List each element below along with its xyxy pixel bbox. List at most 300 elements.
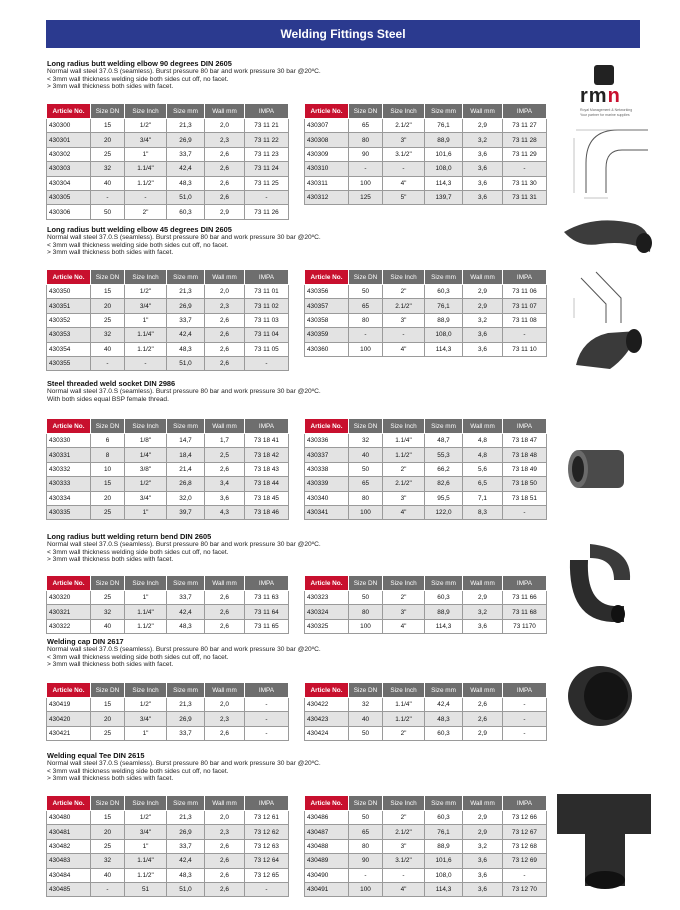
logo-tagline-1: Royal Management & Networking [580,108,633,112]
elbow-45-photo-icon [568,325,648,375]
table-cell: 73 12 62 [245,825,289,839]
table-cell: 430482 [47,839,91,853]
section-description: Normal wall steel 37.0.S (seamless). Burst pressure 80 bar and work pressure 30 bar @20ºC. < 3mm wall thickness welding side both sides cut off, no facet. > 3mm wall thickness both sides with facet. [47,234,321,257]
section-title: Welding equal Tee DIN 2615 [47,751,145,760]
table-cell: 1.1/2" [125,619,167,633]
table-row [305,133,547,147]
table-cell: 1.1/2" [383,712,425,726]
table-cell: 18,4 [167,448,205,462]
table-cell: 73 11 63 [245,591,289,605]
table-cell: 3,2 [463,605,503,619]
column-header: Size DN [349,576,383,591]
table-cell: 3/4" [125,825,167,839]
column-header: Size DN [91,270,125,285]
table-cell: 60,3 [167,205,205,219]
table-cell: 2,6 [205,356,245,370]
table-cell: 15 [91,285,125,299]
table-cell: 33,7 [167,313,205,327]
table-cell: - [503,712,547,726]
table-row [47,825,289,839]
table-cell: 73 11 23 [245,147,289,161]
table-cell: 48,3 [167,619,205,633]
equal-tee-photo-icon [555,770,655,890]
table-cell: 2,6 [205,162,245,176]
column-header: Size Inch [125,270,167,285]
column-header: IMPA [245,419,289,434]
table-cell: 73 12 64 [245,854,289,868]
table-cell: 2" [125,205,167,219]
table-cell: 2,3 [205,133,245,147]
column-header: Size Inch [125,683,167,698]
table-cell: 430490 [305,868,349,882]
table-cell: 73 11 64 [245,605,289,619]
table-weld-socket-right [304,418,547,520]
table-return-bend-left [46,575,289,634]
table-row [47,313,289,327]
table-cell: 2,9 [463,726,503,740]
table-cell: 51,0 [167,190,205,204]
table-cell: 2,6 [205,313,245,327]
section-description: Normal wall steel 37.0.S (seamless). Burst pressure 80 bar and work pressure 30 bar @20ºC. < 3mm wall thickness welding side both sides cut off, no facet. > 3mm wall thickness both sides with facet. [47,646,321,669]
table-cell: 430312 [305,190,349,204]
table-cell: 3/4" [125,133,167,147]
table-cell: 32 [91,854,125,868]
table-cell: 2.1/2" [383,825,425,839]
table-cell: 73 18 46 [245,505,289,519]
table-cell: 55,3 [425,448,463,462]
table-cell: 40 [91,619,125,633]
table-cell: 108,0 [425,162,463,176]
table-cell: 32 [349,434,383,448]
table-cell: 88,9 [425,133,463,147]
table-cell: 114,3 [425,342,463,356]
table-row [305,868,547,882]
table-cell: 33,7 [167,726,205,740]
table-row [305,491,547,505]
section-elbow-45 [47,226,557,257]
column-header: Size DN [349,270,383,285]
column-header: Article No. [305,419,349,434]
table-cell: 73 11 65 [245,619,289,633]
table-cell: 32 [91,605,125,619]
table-cell: 15 [91,119,125,133]
table-cell: 430357 [305,299,349,313]
table-cell: 430491 [305,882,349,896]
table-cell: 1.1/2" [125,176,167,190]
table-cell: 15 [91,698,125,712]
table-cell: 139,7 [425,190,463,204]
column-header: Size mm [425,683,463,698]
column-header: Size DN [349,419,383,434]
table-cell: 15 [91,477,125,491]
table-cell: 60,3 [425,285,463,299]
table-cell: 73 18 49 [503,462,547,476]
table-cell: 5,6 [463,462,503,476]
table-cell: 26,9 [167,299,205,313]
table-cell: 21,3 [167,698,205,712]
column-header: Size Inch [383,796,425,811]
table-cell: 73 1170 [503,619,547,633]
table-cell: 60,3 [425,726,463,740]
table-cell: 50 [349,591,383,605]
table-elbow-90-right [304,103,547,205]
table-cell: 73 18 42 [245,448,289,462]
table-cell: 1.1/4" [383,434,425,448]
table-cell: - [349,868,383,882]
table-cell: 3,6 [463,328,503,342]
table-row [305,811,547,825]
table-cell: 26,9 [167,133,205,147]
table-cell: 430320 [47,591,91,605]
column-header: IMPA [245,270,289,285]
table-cell: 73 11 30 [503,176,547,190]
column-header: Article No. [305,683,349,698]
table-cell: 1" [125,726,167,740]
table-row [305,477,547,491]
table-cell: 8 [91,448,125,462]
table-cell: 2,6 [205,147,245,161]
table-cell: 1/2" [125,119,167,133]
table-row [305,505,547,519]
table-cell: 26,9 [167,712,205,726]
table-cell: 430351 [47,299,91,313]
table-row [305,448,547,462]
table-cell: 73 11 21 [245,119,289,133]
section-description: Normal wall steel 37.0.S (seamless). Burst pressure 80 bar and work pressure 30 bar @20ºC. With both sides equal BSP female thread. [47,388,321,403]
table-row [305,605,547,619]
table-cell: 430338 [305,462,349,476]
table-row [305,591,547,605]
column-header: IMPA [245,796,289,811]
table-cell: 2,0 [205,698,245,712]
table-cell: 1" [125,313,167,327]
table-cell: 3/4" [125,491,167,505]
table-row [305,162,547,176]
table-cell: 2,6 [205,462,245,476]
column-header: Size mm [425,419,463,434]
table-cell: 2,9 [463,285,503,299]
table-cell: 48,7 [425,434,463,448]
table-cell: 80 [349,313,383,327]
table-cell: 33,7 [167,839,205,853]
table-row [305,119,547,133]
table-cell: 73 12 68 [503,839,547,853]
table-cell: 60,3 [425,591,463,605]
table-cell: 430340 [305,491,349,505]
column-header: Size DN [91,796,125,811]
column-header: Size Inch [383,419,425,434]
table-cell: 430483 [47,854,91,868]
table-equal-tee-left [46,795,289,897]
table-cell: 42,4 [167,605,205,619]
table-welding-cap-right [304,682,547,741]
table-elbow-45-left [46,269,289,371]
table-cell: 33,7 [167,591,205,605]
column-header: IMPA [503,576,547,591]
table-row [305,854,547,868]
column-header: Wall mm [205,683,245,698]
table-cell: 101,6 [425,854,463,868]
table-cell: 50 [349,726,383,740]
table-row [47,162,289,176]
table-cell: - [91,190,125,204]
column-header: Size DN [91,419,125,434]
table-row [305,176,547,190]
table-cell: 430336 [305,434,349,448]
table-cell: 73 11 01 [245,285,289,299]
table-cell: 2,6 [463,698,503,712]
table-cell: 32 [91,162,125,176]
table-cell: 39,7 [167,505,205,519]
table-cell: 20 [91,825,125,839]
table-cell: 73 11 68 [503,605,547,619]
rmn-logo [580,65,660,118]
section-title: Welding cap DIN 2617 [47,637,124,646]
column-header: Size mm [425,104,463,119]
table-cell: 3,6 [205,491,245,505]
table-cell: 42,4 [167,854,205,868]
table-cell: 430322 [47,619,91,633]
column-header: IMPA [503,104,547,119]
table-cell: 430303 [47,162,91,176]
table-row [47,119,289,133]
table-cell: 1/8" [125,434,167,448]
column-header: Size DN [349,796,383,811]
table-cell: 430334 [47,491,91,505]
table-cell: 1.1/2" [125,342,167,356]
column-header: Article No. [305,104,349,119]
column-header: Size mm [167,270,205,285]
table-cell: 73 11 66 [503,591,547,605]
table-cell: 430421 [47,726,91,740]
table-cell: 73 11 27 [503,119,547,133]
table-cell: 1.1/4" [125,328,167,342]
table-row [47,477,289,491]
column-header: Size mm [425,270,463,285]
table-cell: 430321 [47,605,91,619]
table-row [47,205,289,219]
table-cell: 2,6 [205,868,245,882]
table-cell: 73 11 04 [245,328,289,342]
table-cell: 3.1/2" [383,147,425,161]
table-cell: 430306 [47,205,91,219]
table-cell: 3/4" [125,299,167,313]
table-cell: 3,6 [463,619,503,633]
return-bend-photo-icon [562,540,642,630]
table-cell: 73 12 69 [503,854,547,868]
table-cell: 3" [383,133,425,147]
table-row [47,147,289,161]
section-weld-socket [47,380,557,403]
table-cell: 430305 [47,190,91,204]
table-cell: 3/8" [125,462,167,476]
table-weld-socket-left [46,418,289,520]
table-cell: 73 11 08 [503,313,547,327]
logo-tagline-2: Your partner for marine supplies [580,113,630,117]
section-title: Long radius butt welding elbow 45 degrees DIN 2605 [47,225,232,234]
table-cell: 1.1/4" [383,698,425,712]
table-return-bend-right [304,575,547,634]
table-cell: 430341 [305,505,349,519]
elbow-90-photo-icon [560,210,660,260]
table-cell: 1.1/2" [125,868,167,882]
table-row [47,605,289,619]
table-cell: - [349,162,383,176]
table-row [305,462,547,476]
table-cell: 3,6 [463,190,503,204]
section-equal-tee [47,752,557,783]
table-cell: 65 [349,119,383,133]
column-header: Size DN [91,104,125,119]
table-cell: 42,4 [167,162,205,176]
column-header: Size mm [167,419,205,434]
table-cell: 2.1/2" [383,119,425,133]
table-cell: 430301 [47,133,91,147]
table-cell: 430420 [47,712,91,726]
table-cell: 2,6 [205,328,245,342]
table-cell: 4,8 [463,434,503,448]
table-cell: 430486 [305,811,349,825]
table-cell: 430350 [47,285,91,299]
table-cell: 100 [349,342,383,356]
table-row [305,698,547,712]
table-cell: 4,3 [205,505,245,519]
table-cell: 3" [383,605,425,619]
table-cell: - [91,882,125,896]
table-cell: 5" [383,190,425,204]
table-cell: - [125,190,167,204]
table-row [47,448,289,462]
table-row [47,868,289,882]
table-cell: 25 [91,591,125,605]
table-cell: 430304 [47,176,91,190]
table-cell: 2,6 [205,619,245,633]
table-cell: 73 11 24 [245,162,289,176]
table-cell: 125 [349,190,383,204]
table-row [305,342,547,356]
table-cell: - [383,162,425,176]
table-cell: 7,1 [463,491,503,505]
section-description: Normal wall steel 37.0.S (seamless). Burst pressure 80 bar and work pressure 30 bar @20ºC. < 3mm wall thickness welding side both sides cut off, no facet. > 3mm wall thickness both sides with facet. [47,760,321,783]
table-cell: 26,9 [167,825,205,839]
section-description: Normal wall steel 37.0.S (seamless). Burst pressure 80 bar and work pressure 30 bar @20ºC. < 3mm wall thickness welding side both sides cut off, no facet. > 3mm wall thickness both sides with facet. [47,541,321,564]
table-cell: 40 [349,712,383,726]
table-cell: 51,0 [167,882,205,896]
table-equal-tee-right [304,795,547,897]
table-cell: 73 11 31 [503,190,547,204]
table-row [47,726,289,740]
section-welding-cap [47,638,557,669]
table-cell: 430307 [305,119,349,133]
welding-cap-photo-icon [562,660,642,730]
table-cell: 2,9 [463,825,503,839]
table-cell: 8,3 [463,505,503,519]
table-cell: 4" [383,176,425,190]
table-cell: 430337 [305,448,349,462]
table-cell: 1/2" [125,698,167,712]
table-cell: 73 11 05 [245,342,289,356]
column-header: Size DN [91,576,125,591]
column-header: IMPA [245,576,289,591]
table-cell: 73 12 61 [245,811,289,825]
table-cell: 430485 [47,882,91,896]
table-cell: 50 [349,462,383,476]
table-cell: 26,8 [167,477,205,491]
table-cell: 80 [349,839,383,853]
table-elbow-45-right [304,269,547,357]
table-cell: 1.1/4" [125,605,167,619]
table-cell: 2,9 [205,205,245,219]
table-cell: 51 [125,882,167,896]
column-header: Wall mm [205,576,245,591]
table-cell: 3,6 [463,854,503,868]
table-cell: 73 18 45 [245,491,289,505]
table-row [305,882,547,896]
table-row [47,342,289,356]
table-cell: 430353 [47,328,91,342]
table-row [47,133,289,147]
table-cell: 10 [91,462,125,476]
column-header: Size Inch [125,796,167,811]
table-cell: 114,3 [425,882,463,896]
table-cell: 430489 [305,854,349,868]
table-cell: 1/2" [125,811,167,825]
table-cell: 430335 [47,505,91,519]
table-cell: 65 [349,477,383,491]
table-cell: 3,6 [463,176,503,190]
table-cell: 48,3 [167,868,205,882]
table-cell: 20 [91,299,125,313]
table-cell: 73 11 10 [503,342,547,356]
table-cell: 25 [91,147,125,161]
table-cell: 430308 [305,133,349,147]
table-cell: 2" [383,285,425,299]
table-cell: 430481 [47,825,91,839]
table-cell: 32 [349,698,383,712]
column-header: Size mm [167,104,205,119]
section-title: Steel threaded weld socket DIN 2986 [47,379,176,388]
table-cell: 1.1/4" [125,854,167,868]
table-cell: 21,3 [167,285,205,299]
table-cell: - [125,356,167,370]
table-cell: - [245,726,289,740]
table-cell: 73 11 25 [245,176,289,190]
table-cell: - [245,190,289,204]
table-cell: 430309 [305,147,349,161]
table-cell: 3,2 [463,133,503,147]
table-cell: 90 [349,147,383,161]
table-row [47,619,289,633]
table-cell: 14,7 [167,434,205,448]
table-cell: 430423 [305,712,349,726]
column-header: IMPA [245,683,289,698]
table-row [305,147,547,161]
table-cell: 430311 [305,176,349,190]
table-cell: 32,0 [167,491,205,505]
column-header: Size Inch [125,419,167,434]
table-cell: 3.1/2" [383,854,425,868]
table-cell: 430330 [47,434,91,448]
column-header: Article No. [47,104,91,119]
table-row [47,882,289,896]
table-cell: 430356 [305,285,349,299]
table-cell: 80 [349,491,383,505]
table-row [47,698,289,712]
page-title: Welding Fittings Steel [46,20,640,48]
table-cell: 430487 [305,825,349,839]
table-cell: 2,3 [205,712,245,726]
table-cell: - [383,868,425,882]
